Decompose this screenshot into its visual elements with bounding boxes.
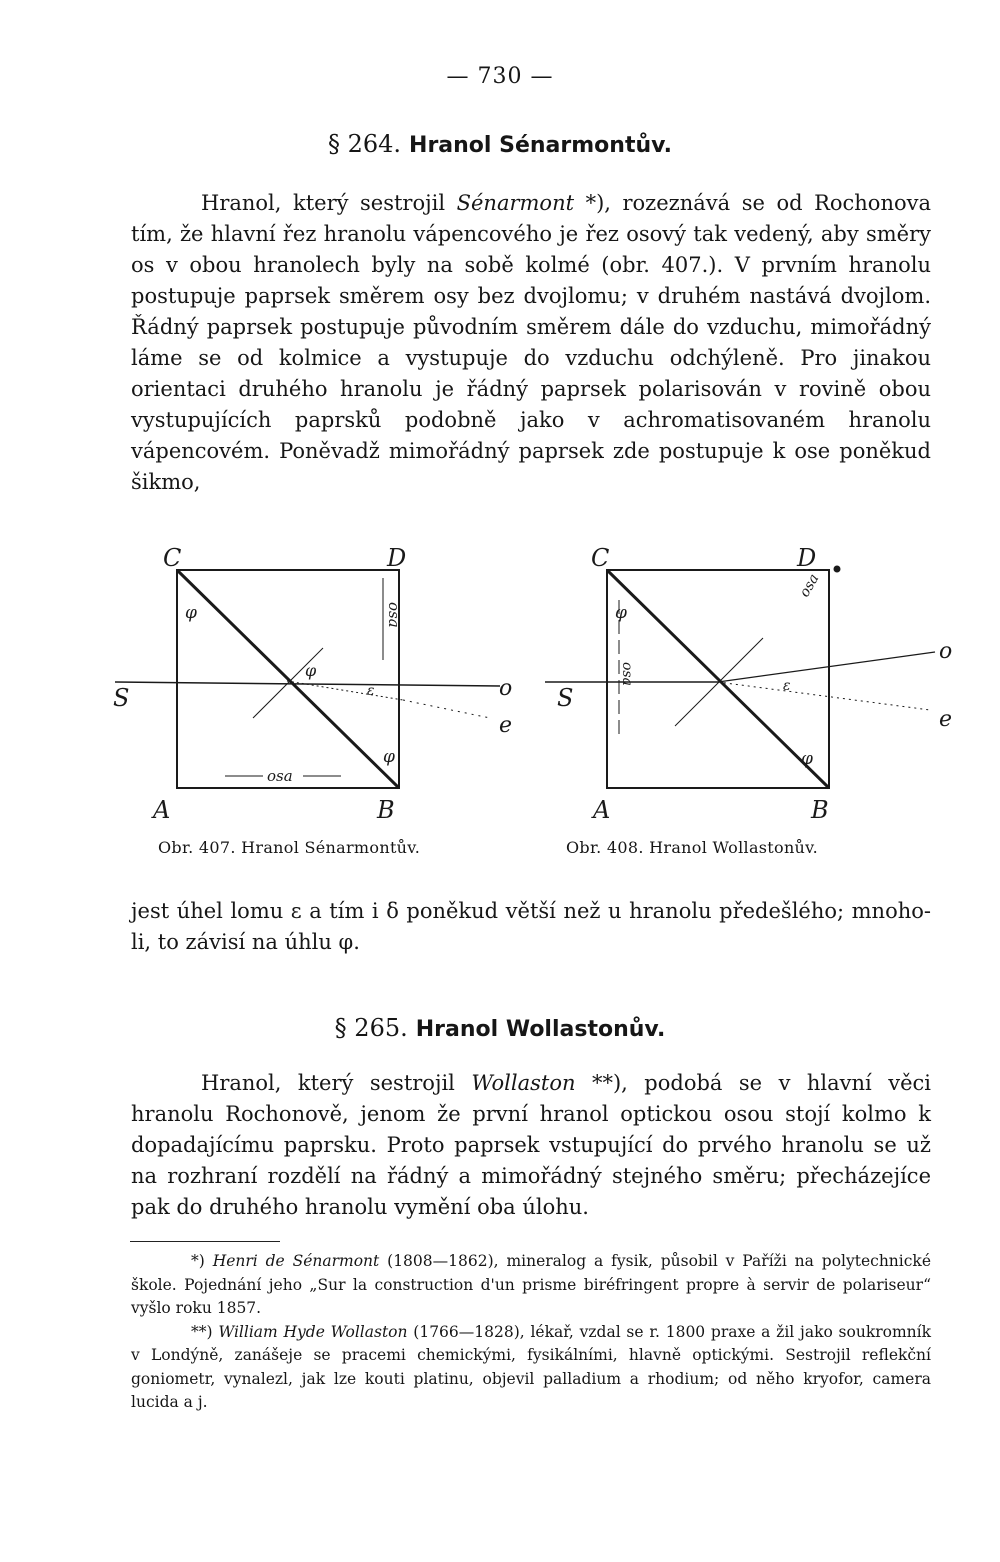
- label-o: o: [499, 676, 513, 701]
- figure-408-wollaston-prism: [535, 540, 975, 830]
- figure-407-senarmont-prism: [105, 540, 525, 830]
- person-name: Wollaston: [471, 1071, 576, 1095]
- section-number: § 265.: [334, 1014, 408, 1042]
- label-s: S: [113, 684, 130, 712]
- ordinary-ray: [718, 652, 935, 682]
- text-run: jest úhel lomu ε a tím i δ poněkud větší než u hranolu předešlého; mnoho-li, to závisí na úhlu φ.: [131, 899, 931, 954]
- label-e: e: [499, 713, 513, 738]
- figure-408-caption: Obr. 408. Hranol Wollastonův.: [566, 838, 818, 857]
- label-epsilon: ε: [783, 678, 791, 694]
- label-axis-vertical: osa: [619, 662, 635, 686]
- label-axis-diagonal: osa: [796, 571, 823, 600]
- label-phi-2: φ: [305, 661, 317, 680]
- label-s: S: [557, 684, 574, 712]
- section-264-heading: [0, 130, 1000, 158]
- footnote-1: [131, 1250, 931, 1321]
- text-run: Hranol, který sestrojil: [201, 1071, 472, 1095]
- person-name: Henri de Sénarmont: [212, 1252, 380, 1270]
- label-c: C: [591, 544, 610, 572]
- label-axis-vertical: osa: [385, 602, 403, 628]
- section-number: § 264.: [327, 130, 402, 158]
- corner-dot: [834, 566, 841, 573]
- footnotes: [131, 1250, 931, 1415]
- label-b: B: [811, 796, 829, 824]
- footnote-mark: *): [191, 1252, 213, 1270]
- label-a: A: [593, 796, 611, 824]
- text-run: (1808—1862), mineralog a fysik, působil v Paříži na polytechnické škole. Pojednání jeho „Sur la construction d'un prisme biréfringent propre à servir de polariseur“ vyšlo roku 1857.: [131, 1252, 931, 1317]
- label-axis-horizontal: osa: [267, 767, 293, 785]
- label-o: o: [939, 639, 953, 664]
- label-a: A: [153, 796, 171, 824]
- text-run: (1766—1828), lékař, vzdal se r. 1800 praxe a žil jako soukromník v Londýně, zanášeje se pracemi chemickými, fysikálními, hlavně optickými. Sestrojil reflekční goniometr, vynalezl, jak lze kouti platinu, objevil palladium a rhodium; od něho kryofor, camera lucida a j.: [131, 1322, 931, 1411]
- label-e: e: [939, 707, 953, 732]
- label-epsilon: ε: [367, 683, 375, 699]
- label-phi-1: φ: [615, 603, 627, 623]
- person-name: William Hyde Wollaston: [218, 1322, 408, 1341]
- figure-407-caption: Obr. 407. Hranol Sénarmontův.: [158, 838, 421, 857]
- paragraph-continuation: [131, 896, 931, 958]
- extraordinary-ray: [718, 682, 930, 710]
- section-265-heading: [0, 1014, 1000, 1042]
- label-phi-3: φ: [383, 747, 395, 767]
- label-phi-2: φ: [801, 749, 813, 769]
- prism-diagonal: [177, 570, 399, 788]
- footnote-separator: [130, 1241, 280, 1242]
- footnote-mark: **): [191, 1322, 219, 1341]
- section-title: Hranol Sénarmontův.: [409, 133, 673, 158]
- section-title: Hranol Wollastonův.: [415, 1017, 666, 1042]
- extraordinary-ray-out: [403, 700, 490, 718]
- label-b: B: [377, 796, 395, 824]
- prism-diagonal: [607, 570, 829, 788]
- text-run: **), podobá se v hlavní věci hranolu Rochonově, jenom že první hranol optickou osou stojí kolmo k dopadajícímu paprsku. Proto paprsek vstupující do prvého hranolu se už na rozhraní rozdělí na řádný a mimořádný stejného směru; přecházejíce pak do druhého hranolu vymění oba úlohu.: [131, 1071, 932, 1219]
- paragraph-wollaston: [131, 1068, 931, 1223]
- person-name: Sénarmont: [456, 191, 575, 215]
- text-run: *), rozeznává se od Rochonova tím, že hlavní řez hranolu vápencového je řez osový tak vedený, aby směry os v obou hranolech byly na sobě kolmé (obr. 407.). V prvním hranolu postupuje paprsek směrem osy bez dvojlomu; v druhém nastává dvojlom. Řádný paprsek postupuje původním směrem dále do vzduchu, mimořádný láme se od kolmice a vystupuje do vzduchu odchýleně. Pro jinakou orientaci druhého hranolu je řádný paprsek polarisován v rovině obou vystupujících paprsků podobně jako v achromatisovaném hranolu vápencovém. Poněvadž mimořádný paprsek zde postupuje k ose poněkud šikmo,: [131, 191, 932, 494]
- footnote-2: [131, 1321, 931, 1415]
- label-c: C: [163, 544, 182, 572]
- label-d: D: [387, 544, 407, 572]
- label-phi-1: φ: [185, 603, 197, 623]
- text-run: Hranol, který sestrojil: [201, 191, 457, 215]
- paragraph-senarmont: [131, 188, 931, 498]
- label-d: D: [797, 544, 817, 572]
- page-number: — 730 —: [446, 64, 554, 89]
